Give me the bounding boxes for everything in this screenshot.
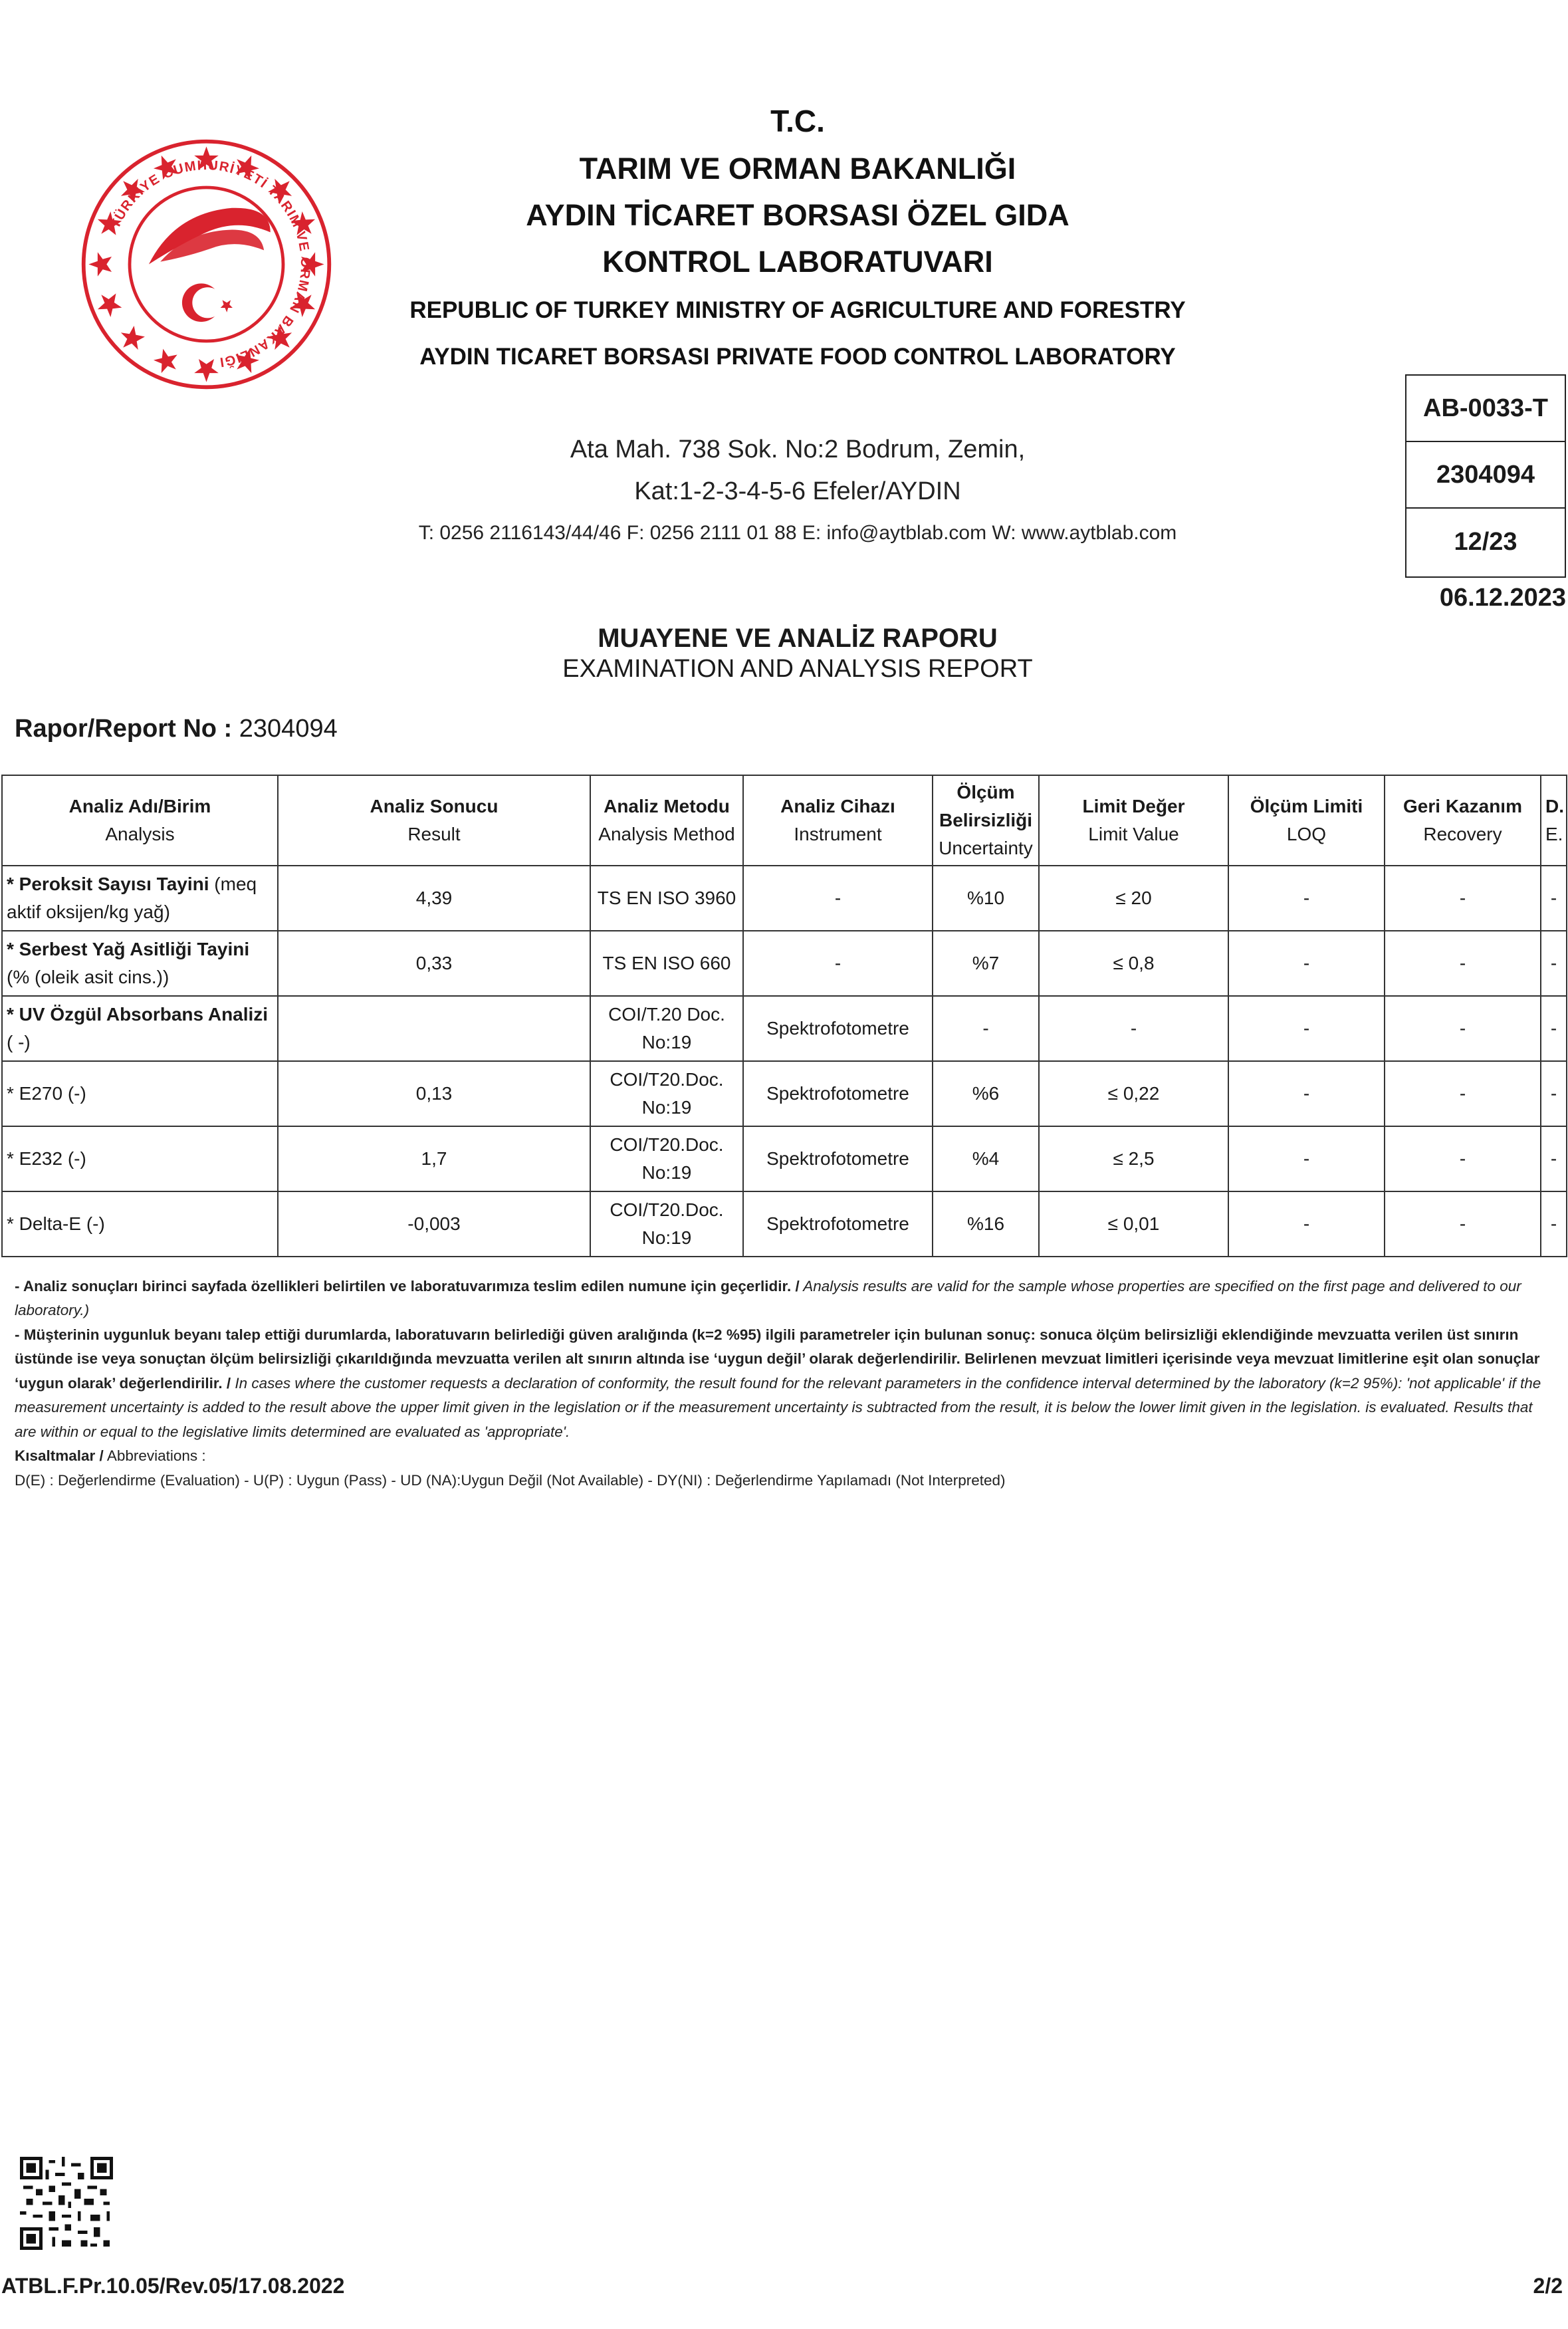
cell-instrument: Spektrofotometre (743, 1126, 933, 1191)
report-notes (15, 1275, 1557, 1493)
address-line2: Kat:1-2-3-4-5-6 Efeler/AYDIN (634, 477, 961, 505)
cell-recovery: - (1385, 1061, 1541, 1126)
cell-method: COI/T20.Doc. No:19 (590, 1061, 743, 1126)
report-title-en: EXAMINATION AND ANALYSIS REPORT (562, 655, 1033, 683)
cell-result: 0,13 (278, 1061, 590, 1126)
cell-instrument: - (743, 931, 933, 996)
cell-result (278, 996, 590, 1061)
cell-method: COI/T20.Doc. No:19 (590, 1191, 743, 1257)
cell-de: - (1541, 1191, 1567, 1257)
table-row (2, 1061, 1567, 1126)
abbreviations-heading: Kısaltmalar / Abbreviations : (15, 1447, 206, 1465)
page-number: 2/2 (1533, 2274, 1563, 2298)
cell-result: 0,33 (278, 931, 590, 996)
cell-de: - (1541, 1061, 1567, 1126)
address-line1: Ata Mah. 738 Sok. No:2 Bodrum, Zemin, (570, 435, 1026, 463)
header-ministry-en: REPUBLIC OF TURKEY MINISTRY OF AGRICULTURE AND FORESTRY (409, 297, 1186, 323)
cell-limit: ≤ 20 (1039, 866, 1228, 931)
col-header-limit: Limit Değer Limit Value (1039, 775, 1228, 866)
header-lab-line1: AYDIN TİCARET BORSASI ÖZEL GIDA (526, 198, 1069, 232)
header-tc: T.C. (770, 104, 825, 138)
cell-loq: - (1228, 1191, 1385, 1257)
cell-uncertainty: %6 (933, 1061, 1039, 1126)
report-date: 06.12.2023 (1439, 584, 1566, 612)
cell-de: - (1541, 1126, 1567, 1191)
report-number-line (15, 715, 338, 743)
cell-limit: - (1039, 996, 1228, 1061)
cell-method: COI/T.20 Doc. No:19 (590, 996, 743, 1061)
col-header-loq: Ölçüm Limiti LOQ (1228, 775, 1385, 866)
contact-line: T: 0256 2116143/44/46 F: 0256 2111 01 88 E: info@aytblab.com W: www.aytblab.com (418, 522, 1177, 544)
cell-loq: - (1228, 1061, 1385, 1126)
form-code: ATBL.F.Pr.10.05/Rev.05/17.08.2022 (1, 2274, 345, 2298)
header-ministry: TARIM VE ORMAN BAKANLIĞI (579, 152, 1016, 185)
header-lab-en: AYDIN TICARET BORSASI PRIVATE FOOD CONTROL LABORATORY (419, 344, 1176, 370)
cell-uncertainty: %7 (933, 931, 1039, 996)
note-validity: - Analiz sonuçları birinci sayfada özellikleri belirtilen ve laboratuvarımıza teslim edilen numune için geçerlidir. / Analysis results are valid for the sample whose properties are specified on the first page and delivered to our laboratory.) (15, 1278, 1521, 1319)
cell-recovery: - (1385, 931, 1541, 996)
col-header-instrument: Analiz Cihazı Instrument (743, 775, 933, 866)
col-header-recovery: Geri Kazanım Recovery (1385, 775, 1541, 866)
cell-loq: - (1228, 931, 1385, 996)
cell-uncertainty: %10 (933, 866, 1039, 931)
col-header-method: Analiz Metodu Analysis Method (590, 775, 743, 866)
cell-analysis: * E270 (-) (2, 1061, 278, 1126)
cell-uncertainty: %16 (933, 1191, 1039, 1257)
report-number-label: Rapor/Report No : (15, 715, 233, 743)
cell-result: -0,003 (278, 1191, 590, 1257)
cell-limit: ≤ 0,22 (1039, 1061, 1228, 1126)
report-title-tr: MUAYENE VE ANALİZ RAPORU (598, 624, 998, 653)
cell-method: COI/T20.Doc. No:19 (590, 1126, 743, 1191)
cell-method: TS EN ISO 3960 (590, 866, 743, 931)
header-lab-line2: KONTROL LABORATUVARI (602, 245, 993, 279)
table-row (2, 866, 1567, 931)
note-conformity: - Müşterinin uygunluk beyanı talep ettiği durumlarda, laboratuvarın belirlediği güven aralığında (k=2 %95) ilgili parametreler için bulunan sonuç: sonuca ölçüm belirsizliği eklendiğinde mevzuatta verilen üst sınırın üstünde ise veya sonuçtan ölçüm belirsizliği çıkarıldığında mevzuatta verilen alt sınırın altında ise ‘uygun değil’ olarak değerlendirilir. Belirlenen mevzuat limitleri içerisinde veya mevzuat limitlerine eşit olan sonuçlar ‘uygun olarak’ değerlendirilir. / In cases where the customer requests a declaration of conformity, the result found for the relevant parameters in the confidence interval determined by the laboratory (k=2 95%): 'not applicable' if the measurement uncertainty is added to the result above the upper limit given in the legislation or if the measurement uncertainty is subtracted from the result, it is below the lower limit given in the legislation. is evaluated. Results that are within or equal to the legislative limits determined are evaluated as 'appropriate'. (15, 1326, 1541, 1440)
cell-loq: - (1228, 996, 1385, 1061)
cell-analysis: * UV Özgül Absorbans Analizi ( -) (2, 996, 278, 1061)
qr-code-icon (20, 2157, 113, 2250)
cell-limit: ≤ 0,01 (1039, 1191, 1228, 1257)
accreditation-code: AB-0033-T (1406, 376, 1565, 442)
cell-analysis: * Peroksit Sayısı Tayini (meq aktif oksijen/kg yağ) (2, 866, 278, 931)
report-period: 12/23 (1454, 527, 1517, 556)
cell-de: - (1541, 931, 1567, 996)
cell-analysis: * Serbest Yağ Asitliği Tayini (% (oleik asit cins.)) (2, 931, 278, 996)
cell-limit: ≤ 2,5 (1039, 1126, 1228, 1191)
cell-loq: - (1228, 1126, 1385, 1191)
report-number-box: 2304094 (1406, 442, 1565, 509)
cell-recovery: - (1385, 1126, 1541, 1191)
abbreviations-line: D(E) : Değerlendirme (Evaluation) - U(P) : Uygun (Pass) - UD (NA):Uygun Değil (Not Available) - DY(NI) : Değerlendirme Yapılamadı (Not Interpreted) (15, 1471, 1006, 1489)
report-code-box (1405, 374, 1566, 578)
cell-loq: - (1228, 866, 1385, 931)
cell-recovery: - (1385, 996, 1541, 1061)
table-row (2, 996, 1567, 1061)
cell-uncertainty: %4 (933, 1126, 1039, 1191)
cell-uncertainty: - (933, 996, 1039, 1061)
table-row (2, 1191, 1567, 1257)
cell-limit: ≤ 0,8 (1039, 931, 1228, 996)
cell-de: - (1541, 866, 1567, 931)
col-header-analysis: Analiz Adı/Birim Analysis (2, 775, 278, 866)
cell-instrument: Spektrofotometre (743, 1061, 933, 1126)
cell-recovery: - (1385, 1191, 1541, 1257)
cell-instrument: - (743, 866, 933, 931)
col-header-result: Analiz Sonucu Result (278, 775, 590, 866)
cell-result: 4,39 (278, 866, 590, 931)
table-row (2, 931, 1567, 996)
cell-result: 1,7 (278, 1126, 590, 1191)
results-table (1, 775, 1567, 1257)
cell-instrument: Spektrofotometre (743, 996, 933, 1061)
cell-analysis: * Delta-E (-) (2, 1191, 278, 1257)
cell-de: - (1541, 996, 1567, 1061)
svg-text:TÜRKİYE CUMHURİYETİ TARIM VE O: TÜRKİYE CUMHURİYETİ TARIM VE ORMAN BAKANLIĞI (108, 158, 313, 370)
report-number-value: 2304094 (239, 715, 338, 743)
table-row (2, 1126, 1567, 1191)
col-header-de: D. E. (1541, 775, 1567, 866)
cell-analysis: * E232 (-) (2, 1126, 278, 1191)
col-header-uncertainty: Ölçüm Belirsizliği Uncertainty (933, 775, 1039, 866)
cell-instrument: Spektrofotometre (743, 1191, 933, 1257)
cell-recovery: - (1385, 866, 1541, 931)
table-header-row (2, 775, 1567, 866)
cell-method: TS EN ISO 660 (590, 931, 743, 996)
